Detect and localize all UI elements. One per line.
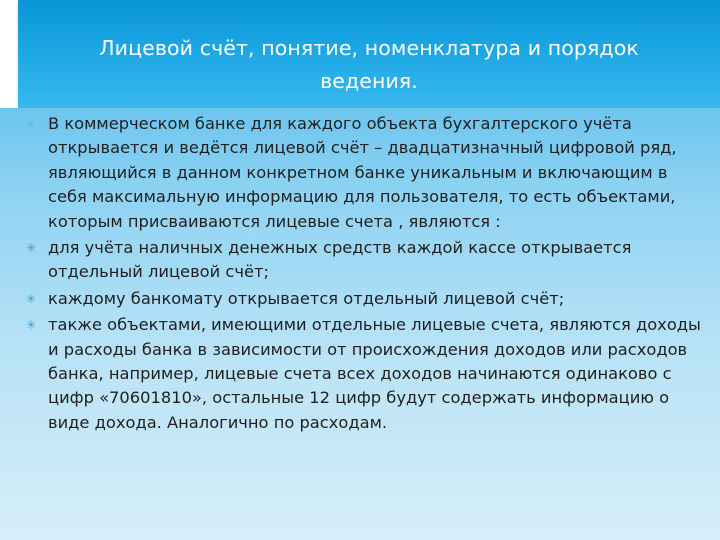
slide-title bbox=[18, 32, 720, 98]
bullet-text-4: также объектами, имеющими отдельные лицевые счета, являются доходы и расходы банка в зависимости от происхождения доходов или расходов банка, например, лицевые счета всех доходов начинаются одинаково с цифр «70601810», остальные 12 цифр будут содержать информацию о виде дохода. Аналогично по расходам. bbox=[48, 315, 701, 432]
bullet-item-3 bbox=[26, 287, 706, 311]
bullet-item-2 bbox=[26, 236, 706, 285]
asterisk-bullet-icon: ✳ bbox=[26, 318, 37, 333]
bullet-text-3: каждому банкомату открывается отдельный лицевой счёт; bbox=[48, 288, 565, 308]
bullet-text-2: для учёта наличных денежных средств каждой кассе открывается отдельный лицевой счёт; bbox=[48, 238, 632, 282]
title-line-1: Лицевой счёт, понятие, номенклатура и порядок bbox=[99, 36, 639, 60]
bullet-item-1 bbox=[26, 112, 706, 234]
bullet-list bbox=[26, 112, 706, 437]
asterisk-bullet-icon: ✳ bbox=[26, 117, 37, 131]
asterisk-bullet-icon: ✳ bbox=[26, 241, 37, 256]
title-line-2: ведения. bbox=[320, 69, 418, 93]
bullet-text-1: В коммерческом банке для каждого объекта бухгалтерского учёта открывается и ведётся лицевой счёт – двадцатизначный цифровой ряд, являющийся в данном конкретном банке уникальным и включающим в себя максимальную информацию для пользователя, то есть объектами, которым присваиваются лицевые счета , являются : bbox=[48, 114, 677, 231]
bullet-item-4 bbox=[26, 313, 706, 435]
asterisk-bullet-icon: ✳ bbox=[26, 291, 37, 306]
